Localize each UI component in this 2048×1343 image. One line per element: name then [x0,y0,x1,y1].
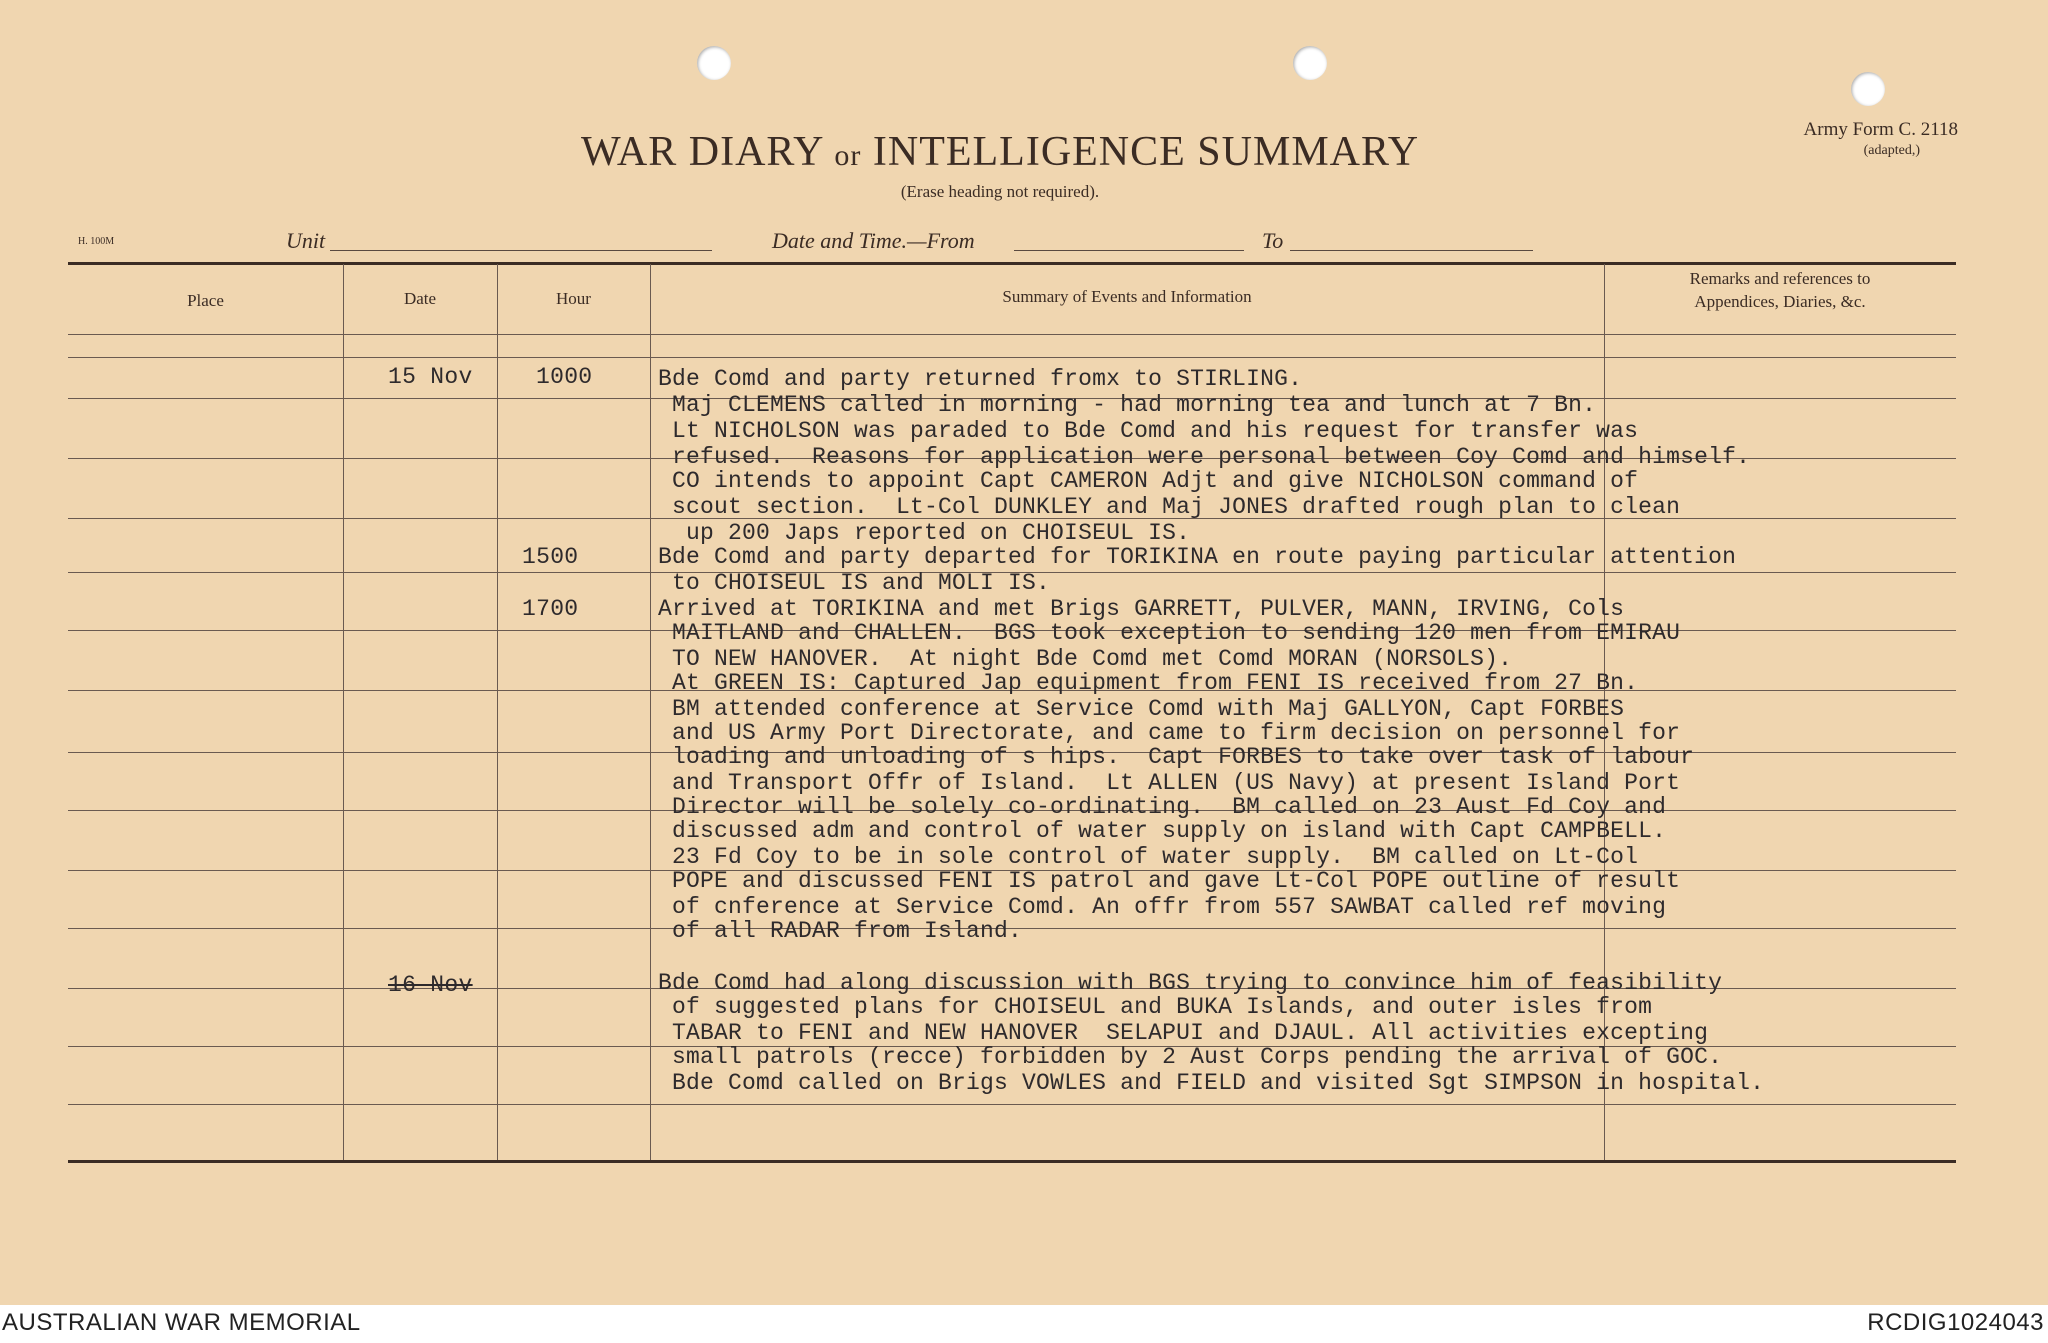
date-to-field [1290,250,1533,251]
column-header-remarks [1604,268,1956,314]
title-or: or [834,139,862,172]
date-cell-16-nov: 16 Nov [388,972,473,998]
date-from-field [1014,250,1244,251]
remarks-header-line1: Remarks and references to [1689,269,1871,288]
summary-line: POPE and discussed FENI IS patrol and gave Lt-Col POPE outline of result [672,868,1681,894]
unit-label: Unit [286,228,326,253]
summary-line: small patrols (recce) forbidden by 2 Aust Corps pending the arrival of GOC. [672,1044,1723,1070]
summary-line: Arrived at TORIKINA and met Brigs GARRETT, PULVER, MANN, IRVING, Cols [658,596,1625,622]
punch-hole [1293,46,1327,80]
summary-line: and Transport Offr of Island. Lt ALLEN (US Navy) at present Island Port [672,770,1681,796]
table-top-border [68,262,1956,265]
archive-credit: AUSTRALIAN WAR MEMORIAL [2,1309,361,1336]
summary-line: Lt NICHOLSON was paraded to Bde Comd and his request for transfer was [672,418,1639,444]
hour-cell-1000: 1000 [536,364,593,390]
title-intelligence-summary: INTELLIGENCE SUMMARY [872,129,1420,175]
summary-line: of suggested plans for CHOISEUL and BUKA Islands, and outer isles from [672,994,1653,1020]
summary-line: BM attended conference at Service Comd with Maj GALLYON, Capt FORBES [672,696,1625,722]
header-bottom-line [68,334,1956,335]
punch-hole [697,46,731,80]
summary-line: TO NEW HANOVER. At night Bde Comd met Comd MORAN (NORSOLS). [672,646,1513,672]
date-cell-15-nov: 15 Nov [388,364,473,390]
column-header-place: Place [187,291,224,310]
summary-line: scout section. Lt-Col DUNKLEY and Maj JONES drafted rough plan to clean [672,494,1681,520]
summary-line: Bde Comd had along discussion with BGS trying to convince him of feasibility [658,970,1723,996]
column-divider [343,264,344,1160]
page-title [560,128,1440,176]
remarks-header-line2: Appendices, Diaries, &c. [1694,291,1866,311]
column-header-summary: Summary of Events and Information [1002,287,1252,306]
punch-hole [1851,72,1885,106]
form-code: H. 100M [78,236,115,247]
summary-line: Bde Comd and party departed for TORIKINA en route paying particular attention [658,544,1737,570]
hour-cell-1500: 1500 [522,544,579,570]
summary-line: 23 Fd Coy to be in sole control of water supply. BM called on Lt-Col [672,844,1639,870]
form-number: Army Form C. 2118 [1803,119,1958,140]
hour-cell-1700: 1700 [522,596,579,622]
summary-line: Bde Comd called on Brigs VOWLES and FIELD and visited Sgt SIMPSON in hospital. [672,1070,1765,1096]
date-time-label: Date and Time.—From [772,228,975,253]
table-bottom-border [68,1160,1956,1163]
summary-line: loading and unloading of s hips. Capt FORBES to take over task of labour [672,744,1695,770]
form-reference [1738,118,1958,159]
summary-line: MAITLAND and CHALLEN. BGS took exception to sending 120 men from EMIRAU [672,620,1681,646]
title-war-diary: WAR DIARY [580,129,823,175]
row-line [68,1104,1956,1105]
summary-line: to CHOISEUL IS and MOLI IS. [672,570,1051,596]
summary-line: TABAR to FENI and NEW HANOVER SELAPUI and DJAUL. All activities excepting [672,1020,1709,1046]
page-subtitle: (Erase heading not required). [900,182,1100,201]
summary-line: of all RADAR from Island. [672,918,1023,944]
summary-line: Bde Comd and party returned fromx to STIRLING. [658,366,1303,392]
column-divider [650,264,651,1160]
column-divider [497,264,498,1160]
summary-line: discussed adm and control of water supply on island with Capt CAMPBELL. [672,818,1667,844]
summary-line: CO intends to appoint Capt CAMERON Adjt and give NICHOLSON command of [672,468,1639,494]
archive-record-id: RCDIG1024043 [1867,1309,2044,1336]
summary-line: refused. Reasons for application were personal between Coy Comd and himself. [672,444,1751,470]
summary-line: of cnference at Service Comd. An offr from 557 SAWBAT called ref moving [672,894,1667,920]
unit-field [330,250,712,251]
summary-line: At GREEN IS: Captured Jap equipment from FENI IS received from 27 Bn. [672,670,1639,696]
to-label: To [1262,228,1284,253]
summary-line: Maj CLEMENS called in morning - had morning tea and lunch at 7 Bn. [672,392,1597,418]
summary-line: up 200 Japs reported on CHOISEUL IS. [686,520,1191,546]
summary-line: and US Army Port Directorate, and came to firm decision on personnel for [672,720,1681,746]
column-header-date: Date [403,289,437,308]
form-adapted: (adapted,) [1863,142,1920,158]
summary-line: Director will be solely co-ordinating. BM called on 23 Aust Fd Coy and [672,794,1667,820]
column-header-hour: Hour [556,289,591,308]
row-line [68,357,1956,358]
